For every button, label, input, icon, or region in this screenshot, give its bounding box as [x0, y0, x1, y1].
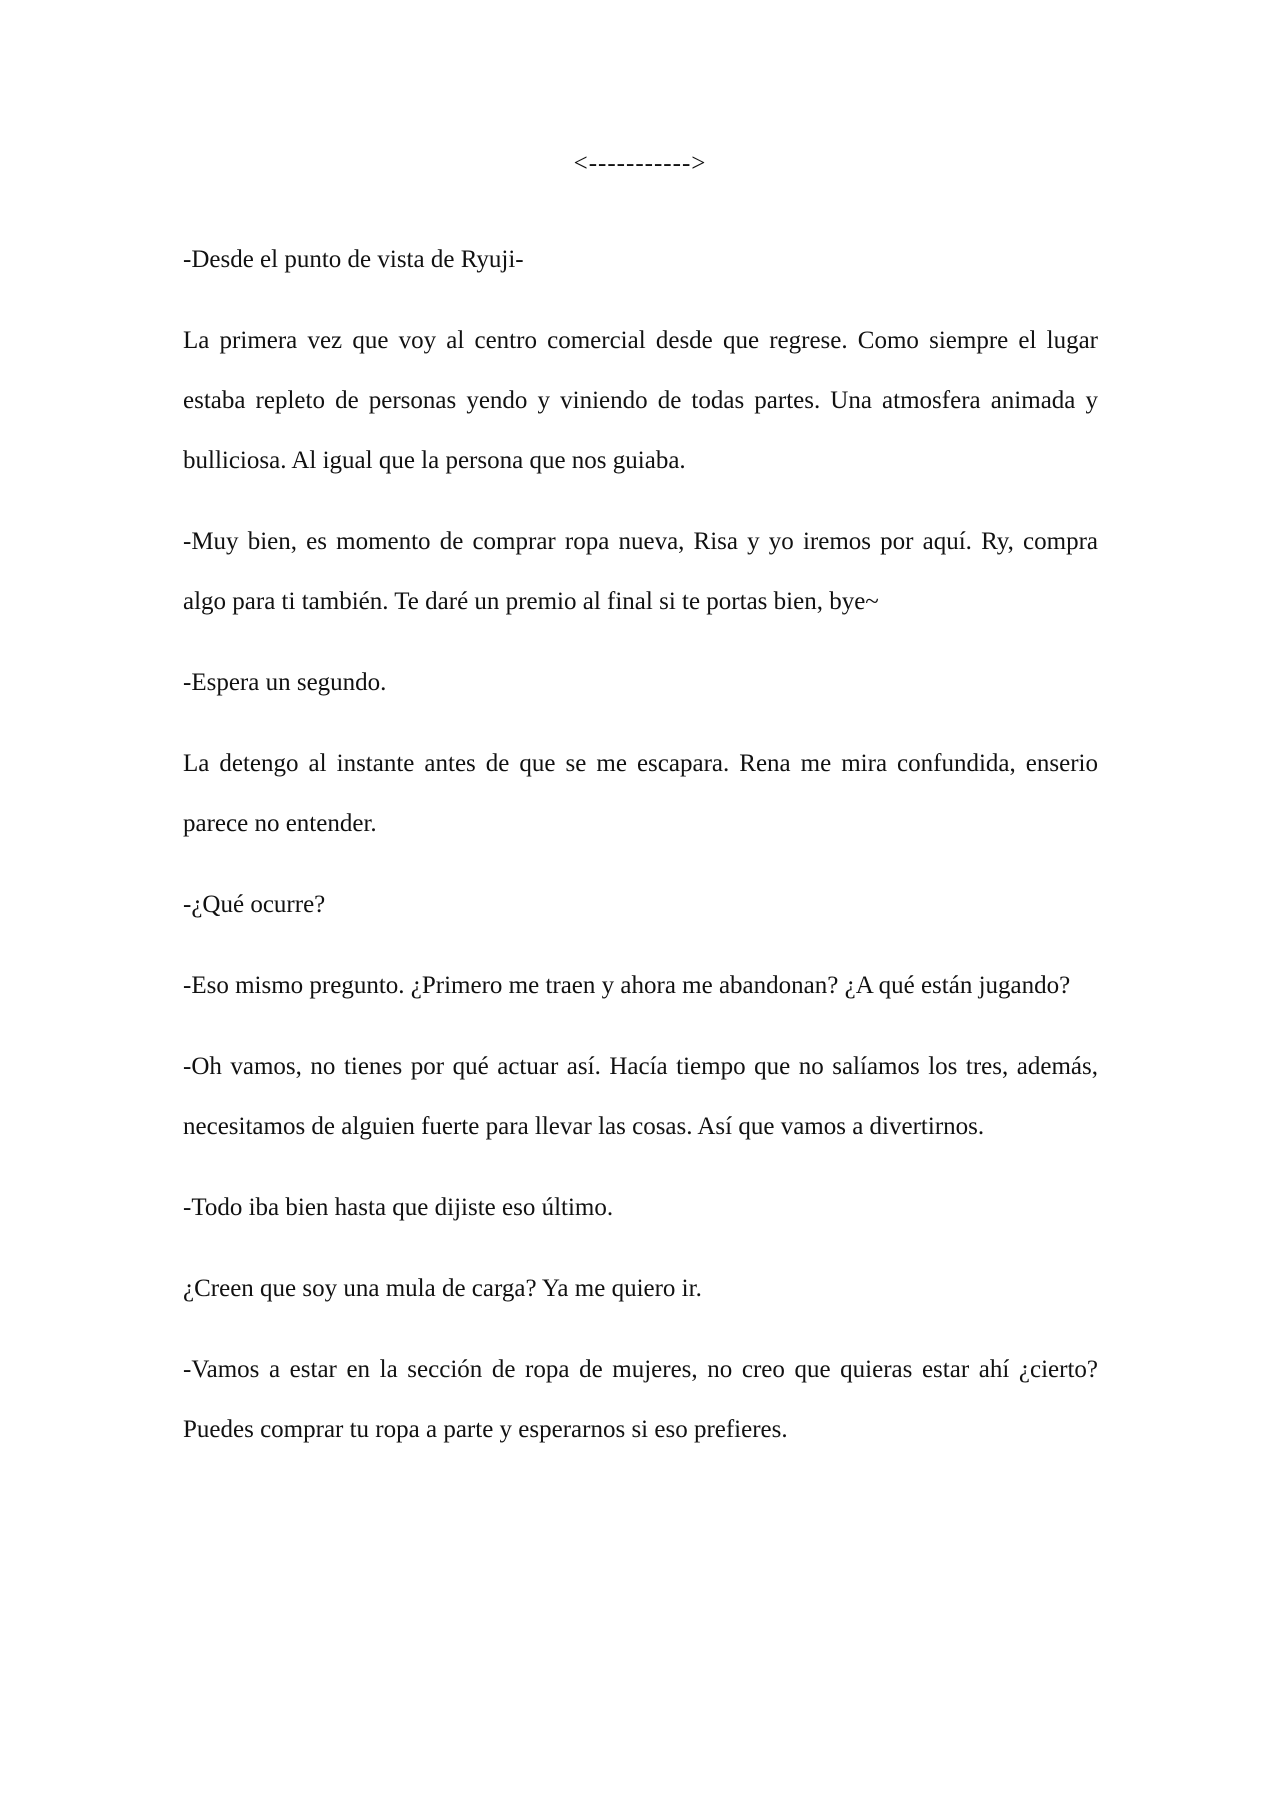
paragraph: -Eso mismo pregunto. ¿Primero me traen y ahora me abandonan? ¿A qué están jugando? [183, 972, 1071, 999]
document-body [183, 230, 1098, 1481]
paragraph: -Muy bien, es momento de comprar ropa nueva, Risa y yo iremos por aquí. Ry, compra algo para ti también. Te daré un premio al final si te portas bien, bye~ [183, 528, 1098, 615]
paragraph: -Todo iba bien hasta que dijiste eso último. [183, 1194, 614, 1221]
paragraph: -Oh vamos, no tienes por qué actuar así. Hacía tiempo que no salíamos los tres, además, necesitamos de alguien fuerte para llevar las cosas. Así que vamos a divertirnos. [183, 1053, 1098, 1140]
paragraph: -Vamos a estar en la sección de ropa de mujeres, no creo que quieras estar ahí ¿cierto? Puedes comprar tu ropa a parte y esperarnos si eso prefieres. [183, 1356, 1098, 1443]
paragraph: ¿Creen que soy una mula de carga? Ya me quiero ir. [183, 1275, 702, 1302]
paragraph: -¿Qué ocurre? [183, 891, 326, 918]
paragraph: -Desde el punto de vista de Ryuji- [183, 246, 524, 273]
section-separator: <-----------> [573, 150, 707, 177]
paragraph: -Espera un segundo. [183, 669, 387, 696]
paragraph: La detengo al instante antes de que se me escapara. Rena me mira confundida, enserio parece no entender. [183, 750, 1098, 837]
paragraph: La primera vez que voy al centro comercial desde que regrese. Como siempre el lugar estaba repleto de personas yendo y viniendo de todas partes. Una atmosfera animada y bulliciosa. Al igual que la persona que nos guiaba. [183, 327, 1098, 474]
